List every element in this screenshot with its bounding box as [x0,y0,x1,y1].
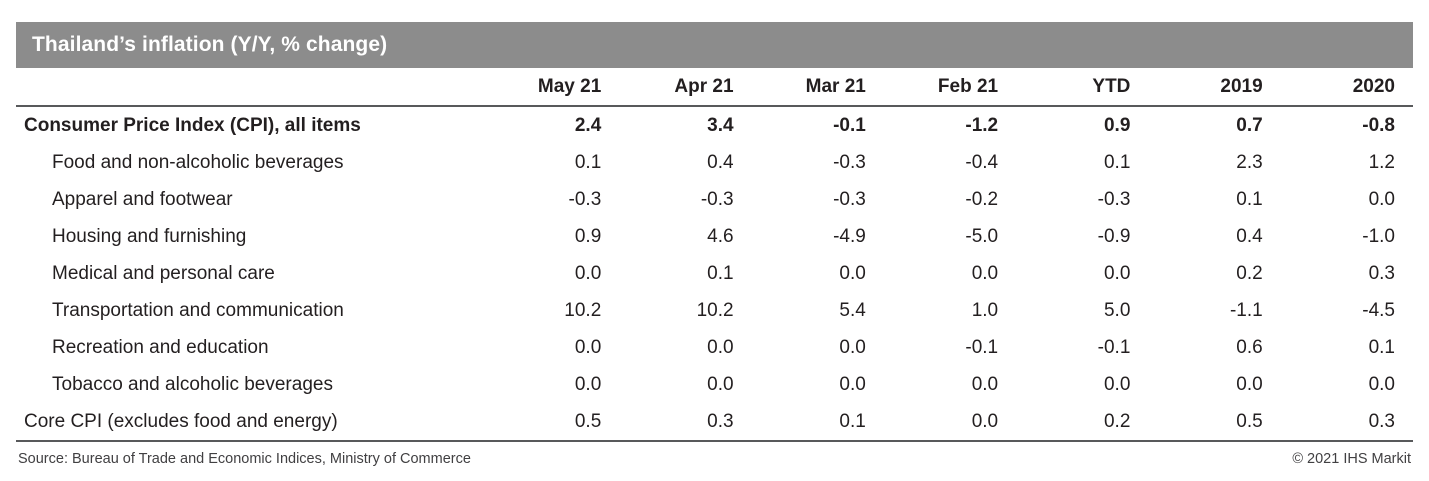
cell-value: 0.0 [574,263,602,284]
cell-value: -0.8 [1362,115,1395,136]
column-header-mar-21: Mar 21 [752,68,884,106]
row-label: Core CPI (excludes food and energy) [16,403,487,441]
column-header-apr-21: Apr 21 [619,68,751,106]
cell-value: -1.0 [1362,226,1395,247]
inflation-table-container [16,22,1413,467]
cell-value: 0.2 [1236,263,1263,284]
cell-value: 0.1 [1368,337,1395,358]
table-header-row [16,68,1413,106]
cell-value: 0.0 [574,337,602,358]
cell-value: 1.2 [1368,152,1395,173]
cell-value: -1.2 [965,115,999,136]
cell-value: -0.1 [833,115,866,136]
cell-value: -1.1 [1229,300,1263,321]
cell-value: -0.4 [965,152,999,173]
cell-value: 0.5 [1148,403,1280,441]
cell-value: -0.1 [1097,337,1131,358]
cell-value: -0.1 [965,337,999,358]
cell-value: -0.3 [833,152,866,173]
cell-value: 0.0 [707,337,734,358]
cell-value: 4.6 [707,226,734,247]
cell-value: -0.3 [1097,189,1131,210]
cell-value: -0.3 [568,189,602,210]
inflation-table [16,68,1413,442]
table-row [16,218,1413,255]
cell-value: 0.0 [839,374,866,395]
column-header-feb-21: Feb 21 [884,68,1016,106]
cell-value: 0.3 [1368,263,1395,284]
cell-value: -4.9 [833,226,866,247]
cell-value: 0.7 [1236,115,1263,136]
table-row [16,292,1413,329]
table-row [16,366,1413,403]
cell-value: 0.0 [884,403,1016,441]
cell-value: 10.2 [564,300,602,321]
table-row [16,255,1413,292]
table-body [16,106,1413,441]
cell-value: 0.3 [619,403,751,441]
cell-value: 0.9 [1103,115,1131,136]
cell-value: 0.0 [839,337,866,358]
table-row [16,144,1413,181]
cell-value: 0.2 [1016,403,1148,441]
table-row [16,181,1413,218]
row-label: Recreation and education [52,337,269,358]
cell-value: 0.5 [487,403,619,441]
table-header [16,68,1413,106]
cell-value: 0.0 [971,374,999,395]
cell-value: 0.1 [1103,152,1131,173]
cell-value: 0.3 [1281,403,1413,441]
cell-value: 2.4 [574,115,602,136]
cell-value: 1.0 [971,300,999,321]
table-row [16,403,1413,441]
cell-value: 0.1 [752,403,884,441]
cell-value: 0.9 [574,226,602,247]
figure-title: Thailand’s inflation (Y/Y, % change) [16,22,1413,68]
figure-footer [16,442,1413,467]
cell-value: 0.1 [574,152,602,173]
cell-value: 3.4 [707,115,734,136]
cell-value: -5.0 [965,226,999,247]
row-label: Food and non-alcoholic beverages [52,152,344,173]
cell-value: 10.2 [696,300,734,321]
cell-value: -0.3 [700,189,734,210]
cell-value: 0.0 [1368,374,1395,395]
cell-value: -0.2 [965,189,999,210]
row-label: Housing and furnishing [52,226,247,247]
cell-value: 0.1 [707,263,734,284]
cell-value: 0.0 [1103,374,1131,395]
cell-value: 0.0 [574,374,602,395]
copyright-note: © 2021 IHS Markit [1292,451,1411,467]
source-note: Source: Bureau of Trade and Economic Indices, Ministry of Commerce [18,451,471,467]
cell-value: -0.3 [833,189,866,210]
cell-value: 0.0 [971,263,999,284]
row-label: Apparel and footwear [52,189,233,210]
column-header-ytd: YTD [1016,68,1148,106]
cell-value: 0.0 [839,263,866,284]
cell-value: -0.9 [1097,226,1131,247]
row-label: Tobacco and alcoholic beverages [52,374,333,395]
column-header-blank [16,68,487,106]
cell-value: 5.0 [1103,300,1131,321]
cell-value: 2.3 [1236,152,1263,173]
cell-value: 0.0 [1103,263,1131,284]
table-row [16,106,1413,144]
cell-value: -4.5 [1362,300,1395,321]
cell-value: 0.4 [707,152,734,173]
cell-value: 0.6 [1236,337,1263,358]
column-header-2019: 2019 [1148,68,1280,106]
cell-value: 0.1 [1236,189,1263,210]
cell-value: 5.4 [839,300,866,321]
table-row [16,329,1413,366]
column-header-may-21: May 21 [487,68,619,106]
column-header-2020: 2020 [1281,68,1413,106]
row-label: Transportation and communication [52,300,344,321]
cell-value: 0.4 [1236,226,1263,247]
cell-value: 0.0 [1368,189,1395,210]
cell-value: 0.0 [1236,374,1263,395]
cell-value: 0.0 [707,374,734,395]
row-label: Medical and personal care [52,263,275,284]
row-label: Consumer Price Index (CPI), all items [24,115,361,136]
